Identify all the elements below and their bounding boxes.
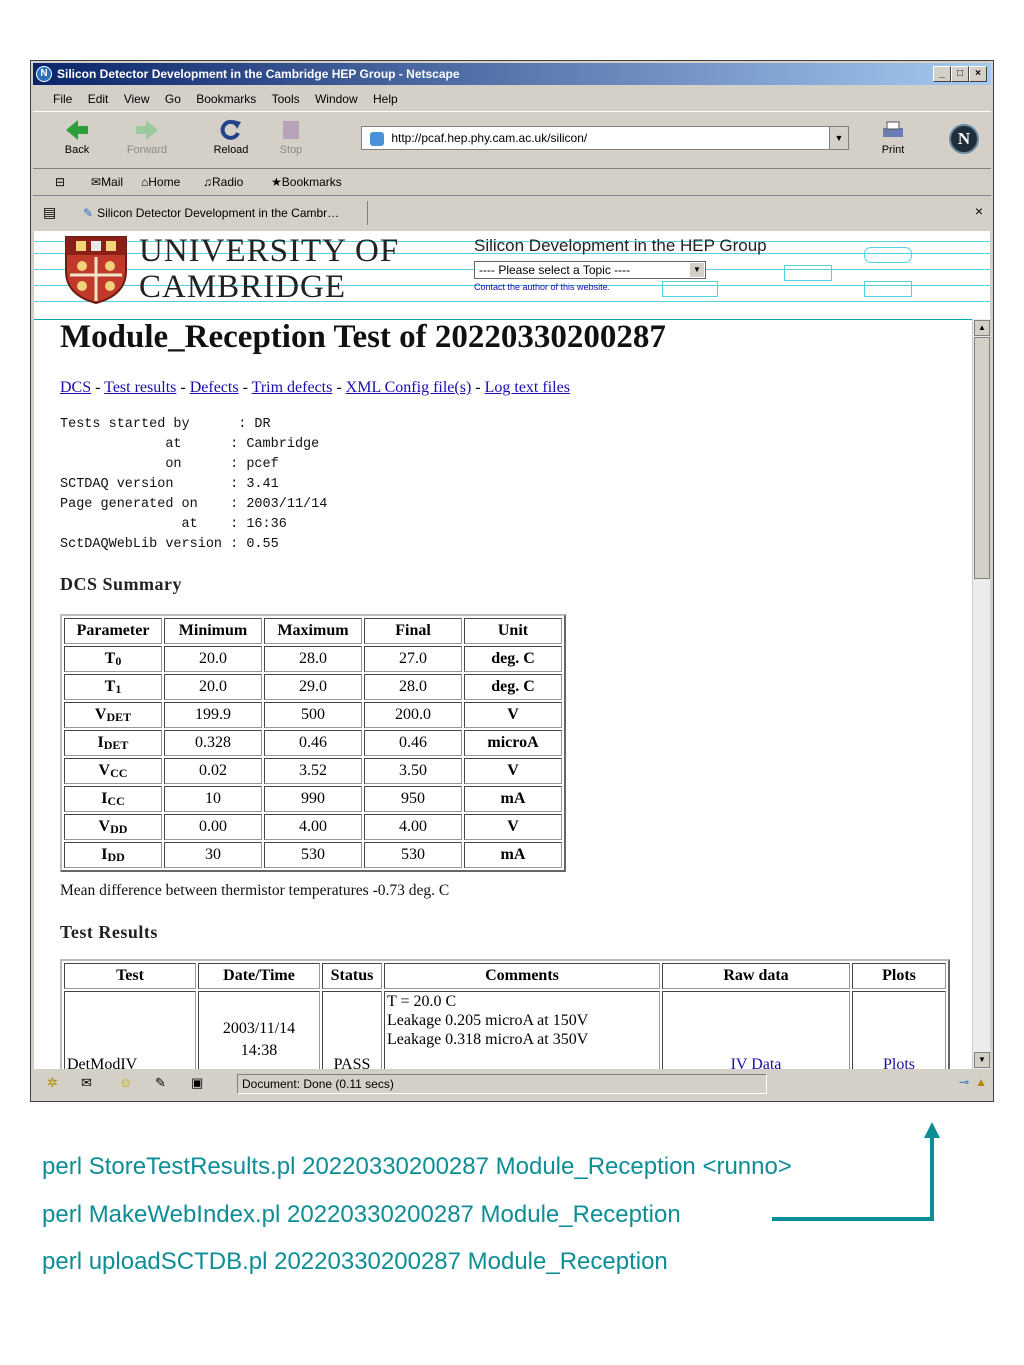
results-header-cell: Date/Time bbox=[198, 963, 320, 989]
dcs-heading: DCS Summary bbox=[60, 574, 183, 594]
radio-link[interactable]: ♫ Radio bbox=[203, 169, 212, 195]
dcs-value: 199.9 bbox=[164, 702, 262, 728]
close-button[interactable]: × bbox=[969, 66, 987, 82]
banner-ornament bbox=[864, 247, 912, 263]
bookmarks-link[interactable]: ★ Bookmarks bbox=[271, 169, 282, 195]
forward-label: Forward bbox=[126, 144, 168, 156]
command-line: perl uploadSCTDB.pl 20220330200287 Module_Reception bbox=[42, 1248, 668, 1275]
tab-favicon-icon: ✎ bbox=[83, 206, 94, 220]
chevron-down-icon: ▼ bbox=[690, 263, 704, 277]
dcs-header-row bbox=[64, 618, 562, 644]
section-nav bbox=[60, 379, 570, 397]
parameter-subscript: CC bbox=[107, 794, 125, 808]
results-heading: Test Results bbox=[60, 922, 158, 942]
dcs-value: 530 bbox=[264, 842, 362, 868]
parameter-symbol: V bbox=[98, 762, 111, 779]
result-date: 2003/11/14 bbox=[222, 1020, 296, 1037]
parameter-subscript: DD bbox=[110, 822, 128, 836]
menu-help[interactable]: Help bbox=[372, 92, 398, 106]
test-results-table bbox=[60, 959, 950, 1069]
table-row bbox=[64, 730, 562, 756]
dcs-value: 200.0 bbox=[364, 702, 462, 728]
command-line: perl StoreTestResults.pl 20220330200287 Module_Reception <runno> bbox=[42, 1153, 792, 1180]
result-time: 14:38 bbox=[240, 1042, 278, 1059]
dcs-value: 0.328 bbox=[164, 730, 262, 756]
window-title: Silicon Detector Development in the Cambridge HEP Group - Netscape bbox=[57, 67, 460, 81]
netscape-throbber-icon[interactable]: N bbox=[949, 124, 979, 154]
dcs-header-cell: Final bbox=[364, 618, 462, 644]
address-dropdown-icon[interactable]: ▼ bbox=[829, 127, 848, 149]
parameter-subscript: DET bbox=[106, 710, 132, 724]
banner-ornament bbox=[864, 281, 912, 297]
dcs-parameter bbox=[64, 702, 162, 728]
dcs-value: 4.00 bbox=[364, 814, 462, 840]
dcs-value: 3.50 bbox=[364, 758, 462, 784]
nav-link-trim-defects[interactable]: Trim defects bbox=[251, 379, 333, 396]
plots-link[interactable]: Plots bbox=[882, 1056, 915, 1069]
dcs-parameter bbox=[64, 730, 162, 756]
netscape-app-icon: N bbox=[36, 66, 52, 82]
dcs-value: 30 bbox=[164, 842, 262, 868]
result-comment: Leakage 0.205 microA at 150V bbox=[387, 1012, 589, 1029]
result-status: PASS bbox=[322, 991, 382, 1069]
dcs-parameter bbox=[64, 842, 162, 868]
dcs-value: 20.0 bbox=[164, 674, 262, 700]
results-header-cell: Status bbox=[322, 963, 382, 989]
nav-link-xml-config[interactable]: XML Config file(s) bbox=[345, 379, 472, 396]
menu-edit[interactable]: Edit bbox=[87, 92, 109, 106]
table-row bbox=[64, 702, 562, 728]
table-row bbox=[64, 786, 562, 812]
results-header-row bbox=[64, 963, 946, 989]
back-button[interactable] bbox=[53, 118, 101, 156]
dcs-parameter bbox=[64, 786, 162, 812]
nav-link-log-files[interactable]: Log text files bbox=[484, 379, 570, 396]
dcs-value: 27.0 bbox=[364, 646, 462, 672]
result-raw-data bbox=[662, 991, 850, 1069]
address-url: http://pcaf.hep.phy.cam.ac.uk/silicon/ bbox=[391, 131, 588, 145]
tab-bar bbox=[33, 197, 991, 229]
dcs-parameter bbox=[64, 674, 162, 700]
mail-label: Mail bbox=[101, 175, 124, 189]
dcs-header-cell: Minimum bbox=[164, 618, 262, 644]
university-line2: CAMBRIDGE bbox=[139, 269, 347, 305]
nav-separator: - bbox=[471, 379, 485, 396]
dcs-value: 990 bbox=[264, 786, 362, 812]
browser-window bbox=[30, 60, 994, 1102]
home-link[interactable]: ⌂ Home bbox=[141, 169, 148, 195]
table-row bbox=[64, 758, 562, 784]
dcs-unit: deg. C bbox=[464, 674, 562, 700]
composer-icon[interactable]: ✎ bbox=[155, 1075, 166, 1090]
stop-label: Stop bbox=[279, 144, 303, 156]
nav-separator: - bbox=[91, 379, 105, 396]
mail-icon[interactable]: ✉ bbox=[81, 1075, 92, 1090]
dcs-value: 0.02 bbox=[164, 758, 262, 784]
print-label: Print bbox=[881, 144, 905, 156]
banner-ornament bbox=[784, 265, 832, 281]
dcs-value: 0.46 bbox=[364, 730, 462, 756]
parameter-symbol: I bbox=[101, 790, 108, 807]
back-arrow-icon bbox=[64, 118, 90, 142]
results-header-cell: Plots bbox=[852, 963, 946, 989]
dcs-unit: microA bbox=[464, 730, 562, 756]
dcs-unit: V bbox=[464, 814, 562, 840]
vertical-scrollbar[interactable] bbox=[972, 319, 990, 1069]
dcs-unit: mA bbox=[464, 842, 562, 868]
dcs-unit: V bbox=[464, 758, 562, 784]
parameter-symbol: I bbox=[97, 734, 104, 751]
address-bar[interactable] bbox=[361, 126, 849, 150]
navigation-toolbar bbox=[33, 111, 991, 169]
dcs-unit: deg. C bbox=[464, 646, 562, 672]
command-line: perl MakeWebIndex.pl 20220330200287 Module_Reception bbox=[42, 1201, 681, 1228]
table-row bbox=[64, 814, 562, 840]
tab-close-icon[interactable]: × bbox=[974, 203, 983, 219]
nav-separator: - bbox=[176, 379, 190, 396]
menu-window[interactable]: Window bbox=[314, 92, 358, 106]
mail-link[interactable]: ✉ Mail bbox=[91, 169, 101, 195]
tab-current[interactable] bbox=[77, 201, 368, 225]
scrollbar-thumb[interactable] bbox=[974, 337, 990, 579]
dcs-parameter bbox=[64, 646, 162, 672]
dcs-value: 29.0 bbox=[264, 674, 362, 700]
nav-link-defects[interactable]: Defects bbox=[189, 379, 239, 396]
results-header-cell: Comments bbox=[384, 963, 660, 989]
dcs-value: 28.0 bbox=[264, 646, 362, 672]
parameter-subscript: 0 bbox=[115, 654, 122, 668]
radio-label: Radio bbox=[212, 175, 244, 189]
parameter-symbol: T bbox=[104, 678, 116, 695]
table-row bbox=[64, 991, 946, 1069]
nav-separator: - bbox=[238, 379, 252, 396]
parameter-subscript: DET bbox=[103, 738, 129, 752]
menu-tools[interactable]: Tools bbox=[271, 92, 300, 106]
parameter-subscript: 1 bbox=[115, 682, 122, 696]
reload-label: Reload bbox=[213, 144, 249, 156]
parameter-subscript: CC bbox=[110, 766, 128, 780]
site-banner bbox=[34, 231, 990, 320]
status-bar bbox=[33, 1071, 991, 1097]
forward-button[interactable] bbox=[123, 118, 171, 156]
nav-separator: - bbox=[332, 379, 346, 396]
parameter-symbol: V bbox=[98, 818, 111, 835]
dcs-header-cell: Parameter bbox=[64, 618, 162, 644]
scroll-down-icon[interactable]: ▼ bbox=[974, 1052, 990, 1068]
tab-manager-icon[interactable]: ⊟ bbox=[55, 175, 66, 189]
security-lock-icon: ▲ bbox=[975, 1075, 987, 1089]
scroll-up-icon[interactable]: ▲ bbox=[974, 320, 990, 336]
topic-select-value: ---- Please select a Topic ---- bbox=[479, 263, 631, 277]
menu-bar bbox=[33, 88, 991, 110]
new-tab-icon[interactable]: ▤ bbox=[43, 204, 57, 220]
maximize-button[interactable]: □ bbox=[951, 66, 969, 82]
page-content bbox=[34, 231, 990, 1069]
dcs-value: 0.46 bbox=[264, 730, 362, 756]
flow-arrow-icon bbox=[760, 1118, 950, 1228]
result-datetime bbox=[198, 991, 320, 1069]
dcs-header-cell: Unit bbox=[464, 618, 562, 644]
university-line1: UNIVERSITY OF bbox=[139, 233, 400, 269]
parameter-symbol: I bbox=[101, 846, 108, 863]
dcs-value: 4.00 bbox=[264, 814, 362, 840]
table-row bbox=[64, 646, 562, 672]
dcs-unit: V bbox=[464, 702, 562, 728]
personal-toolbar bbox=[33, 169, 991, 196]
address-book-icon[interactable]: ▣ bbox=[191, 1075, 204, 1090]
online-status-icon: ⊸ bbox=[958, 1075, 969, 1089]
result-plots bbox=[852, 991, 946, 1069]
topic-select[interactable] bbox=[474, 261, 706, 279]
dcs-value: 10 bbox=[164, 786, 262, 812]
dcs-value: 3.52 bbox=[264, 758, 362, 784]
dcs-value: 950 bbox=[364, 786, 462, 812]
results-header-cell: Test bbox=[64, 963, 196, 989]
result-test-name: DetModIV bbox=[64, 991, 196, 1069]
stop-button[interactable] bbox=[267, 118, 315, 156]
reload-button[interactable] bbox=[207, 118, 255, 156]
thermistor-mean-difference: Mean difference between thermistor temperatures -0.73 deg. C bbox=[60, 882, 450, 899]
cambridge-crest-icon bbox=[64, 235, 128, 305]
dcs-table-body bbox=[64, 646, 562, 868]
print-button[interactable] bbox=[869, 118, 917, 156]
dcs-summary-table bbox=[60, 614, 566, 872]
results-header-cell: Raw data bbox=[662, 963, 850, 989]
menu-bookmarks[interactable]: Bookmarks bbox=[196, 92, 257, 106]
dcs-parameter bbox=[64, 758, 162, 784]
dcs-parameter bbox=[64, 814, 162, 840]
dcs-header-cell: Maximum bbox=[264, 618, 362, 644]
chat-icon[interactable]: ☺ bbox=[119, 1075, 133, 1090]
result-comments bbox=[384, 991, 660, 1069]
dcs-value: 0.00 bbox=[164, 814, 262, 840]
site-title: Silicon Development in the HEP Group bbox=[474, 236, 767, 255]
back-label: Back bbox=[64, 144, 90, 156]
dcs-unit: mA bbox=[464, 786, 562, 812]
menu-go[interactable]: Go bbox=[164, 92, 181, 106]
page-title: Module_Reception Test of 20220330200287 bbox=[60, 319, 666, 355]
stop-icon bbox=[278, 118, 304, 142]
parameter-symbol: T bbox=[104, 650, 116, 667]
bookmarks-label: Bookmarks bbox=[281, 175, 342, 189]
table-row bbox=[64, 842, 562, 868]
parameter-subscript: DD bbox=[107, 850, 125, 864]
dcs-value: 20.0 bbox=[164, 646, 262, 672]
status-message: Document: Done (0.11 secs) bbox=[237, 1074, 767, 1094]
home-label: Home bbox=[148, 175, 181, 189]
site-icon bbox=[370, 132, 384, 146]
nav-link-dcs[interactable]: DCS bbox=[60, 379, 92, 396]
menu-view[interactable]: View bbox=[123, 92, 150, 106]
minimize-button[interactable]: _ bbox=[933, 66, 951, 82]
tab-label: Silicon Detector Development in the Cambr… bbox=[97, 206, 340, 220]
banner-ornament bbox=[662, 281, 718, 297]
page-body bbox=[34, 319, 971, 1069]
result-comment: Leakage 0.318 microA at 350V bbox=[387, 1031, 589, 1048]
parameter-symbol: V bbox=[94, 706, 107, 723]
dcs-value: 28.0 bbox=[364, 674, 462, 700]
table-row bbox=[64, 674, 562, 700]
contact-link[interactable]: Contact the author of this website. bbox=[474, 282, 611, 292]
printer-icon bbox=[880, 118, 906, 142]
result-comment: T = 20.0 C bbox=[387, 993, 457, 1010]
menu-file[interactable]: File bbox=[53, 92, 73, 106]
iv-data-link[interactable]: IV Data bbox=[730, 1056, 782, 1069]
navigator-icon[interactable]: ✲ bbox=[47, 1075, 58, 1090]
test-info-block: Tests started by : DR at : Cambridge on : pcef SCTDAQ version : 3.41 Page generated on : 2003/11/14 at : 16:36 SctDAQWebLib version : 0.55 bbox=[60, 417, 328, 552]
dcs-value: 500 bbox=[264, 702, 362, 728]
university-name bbox=[139, 233, 399, 305]
nav-link-test-results[interactable]: Test results bbox=[104, 379, 177, 396]
dcs-value: 530 bbox=[364, 842, 462, 868]
title-bar bbox=[33, 63, 991, 85]
reload-icon bbox=[218, 118, 244, 142]
forward-arrow-icon bbox=[134, 118, 160, 142]
